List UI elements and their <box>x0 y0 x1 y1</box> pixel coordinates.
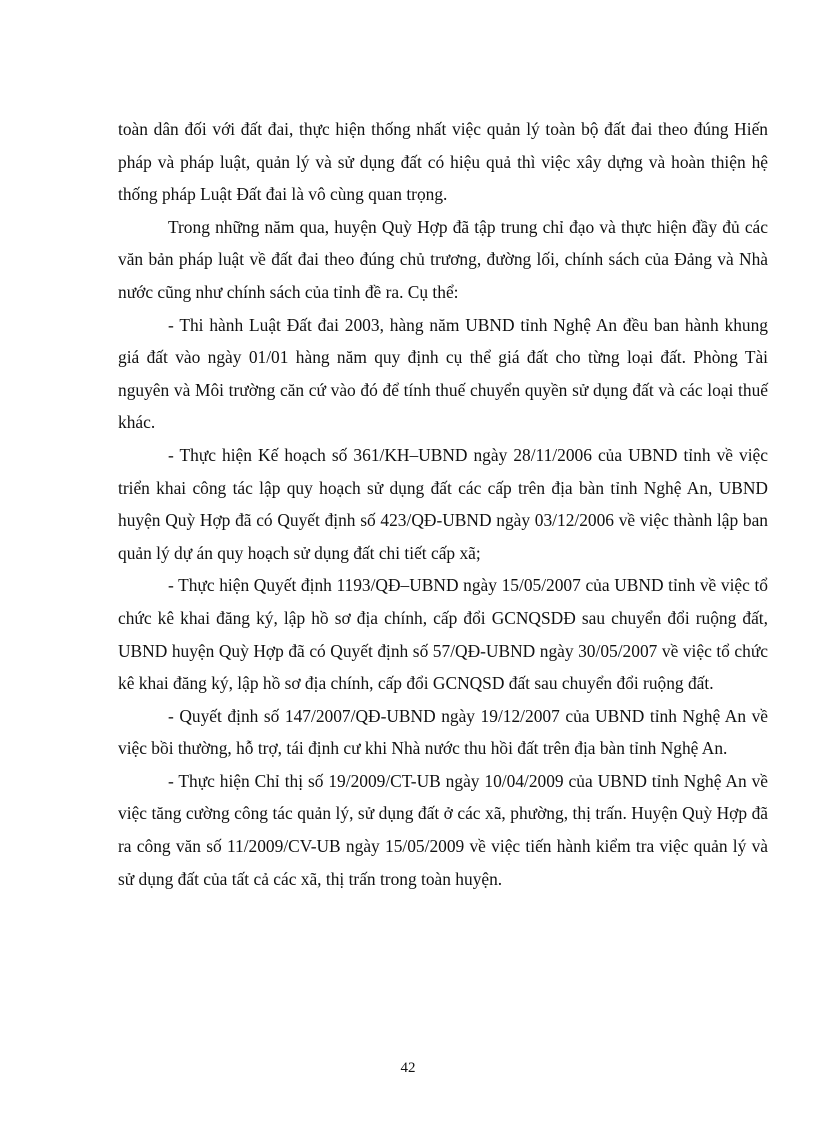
paragraph-item-directive-19: - Thực hiện Chỉ thị số 19/2009/CT-UB ngày 10/04/2009 của UBND tỉnh Nghệ An về việc tăng cường công tác quản lý, sử dụng đất ở các xã, phường, thị trấn. Huyện Quỳ Hợp đã ra công văn số 11/2009/CV-UB ngày 15/05/2009 về việc tiến hành kiểm tra việc quản lý và sử dụng đất của tất cả các xã, thị trấn trong toàn huyện. <box>118 770 768 889</box>
paragraph-intro: Trong những năm qua, huyện Quỳ Hợp đã tập trung chỉ đạo và thực hiện đầy đủ các văn bản pháp luật về đất đai theo đúng chủ trương, đường lối, chính sách của Đảng và Nhà nước cũng như chính sách của tỉnh đề ra. Cụ thể: <box>118 216 768 302</box>
paragraph-item-plan-361: - Thực hiện Kế hoạch số 361/KH–UBND ngày 28/11/2006 của UBND tỉnh về việc triển khai công tác lập quy hoạch sử dụng đất các cấp trên địa bàn tỉnh Nghệ An, UBND huyện Quỳ Hợp đã có Quyết định số 423/QĐ-UBND ngày 03/12/2006 về việc thành lập ban quản lý dự án quy hoạch sử dụng đất chi tiết cấp xã; <box>118 444 768 563</box>
paragraph-item-decision-147: - Quyết định số 147/2007/QĐ-UBND ngày 19/12/2007 của UBND tỉnh Nghệ An về việc bồi thường, hỗ trợ, tái định cư khi Nhà nước thu hồi đất trên địa bàn tỉnh Nghệ An. <box>118 705 768 759</box>
page-number: 42 <box>400 1060 416 1076</box>
paragraph-continuation: toàn dân đối với đất đai, thực hiện thống nhất việc quản lý toàn bộ đất đai theo đúng Hiến pháp và pháp luật, quản lý và sử dụng đất có hiệu quả thì việc xây dựng và hoàn thiện hệ thống pháp Luật Đất đai là vô cùng quan trọng. <box>118 119 768 205</box>
paragraph-item-land-price: - Thi hành Luật Đất đai 2003, hàng năm UBND tỉnh Nghệ An đều ban hành khung giá đất vào ngày 01/01 hàng năm quy định cụ thể giá đất cho từng loại đất. Phòng Tài nguyên và Môi trường căn cứ vào đó để tính thuế chuyển quyền sử dụng đất và các loại thuế khác. <box>118 314 768 433</box>
document-body <box>118 113 768 895</box>
paragraph-item-decision-1193: - Thực hiện Quyết định 1193/QĐ–UBND ngày 15/05/2007 của UBND tỉnh về việc tổ chức kê khai đăng ký, lập hồ sơ địa chính, cấp đổi GCNQSDĐ sau chuyển đổi ruộng đất, UBND huyện Quỳ Hợp đã có Quyết định số 57/QĐ-UBND ngày 30/05/2007 về việc tổ chức kê khai đăng ký, lập hồ sơ địa chính, cấp đổi GCNQSD đất sau chuyển đổi ruộng đất. <box>118 575 768 694</box>
